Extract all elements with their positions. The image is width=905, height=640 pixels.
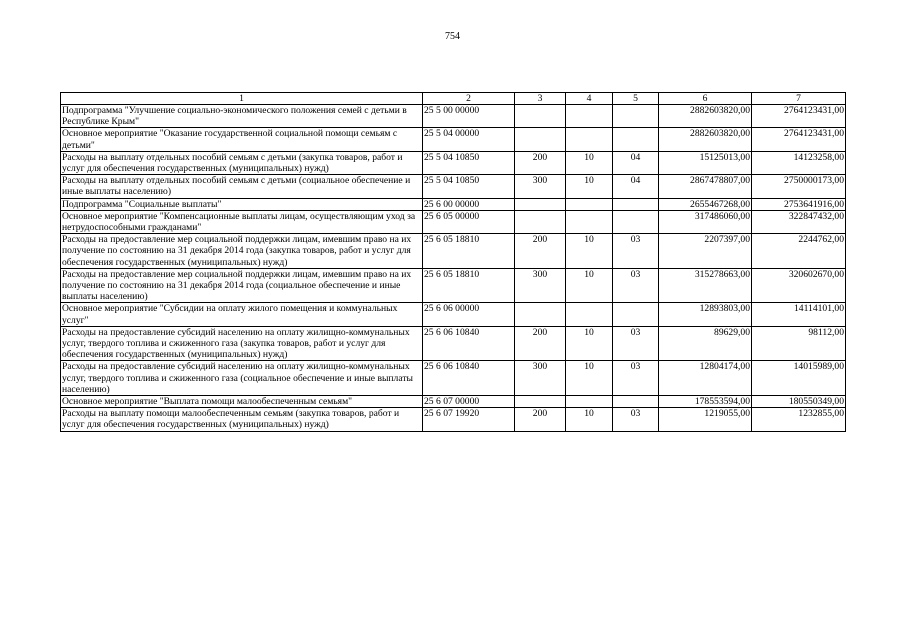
budget-table (60, 92, 846, 432)
section-code (566, 198, 613, 210)
section-code (566, 105, 613, 128)
section-code: 10 (566, 326, 613, 361)
target-article-code: 25 5 04 00000 (423, 128, 515, 151)
expense-type-code: 300 (515, 268, 566, 303)
target-article-code: 25 6 07 19920 (423, 408, 515, 431)
row-description: Основное мероприятие "Оказание государственной социальной помощи семьям с детьми" (61, 128, 423, 151)
subsection-code: 04 (613, 151, 659, 174)
table-row (61, 408, 846, 431)
column-header: 4 (566, 93, 613, 105)
column-header: 2 (423, 93, 515, 105)
amount-column-7: 2764123431,00 (752, 105, 846, 128)
subsection-code: 03 (613, 268, 659, 303)
amount-column-7: 322847432,00 (752, 210, 846, 233)
amount-column-7: 180550349,00 (752, 396, 846, 408)
target-article-code: 25 5 00 00000 (423, 105, 515, 128)
column-header: 1 (61, 93, 423, 105)
target-article-code: 25 5 04 10850 (423, 151, 515, 174)
amount-column-7: 1232855,00 (752, 408, 846, 431)
section-code: 10 (566, 234, 613, 269)
subsection-code: 03 (613, 361, 659, 396)
table-row (61, 105, 846, 128)
amount-column-6: 15125013,00 (659, 151, 752, 174)
row-description: Расходы на выплату отдельных пособий семьям с детьми (социальное обеспечение и иные выплаты населению) (61, 175, 423, 198)
table-row (61, 361, 846, 396)
subsection-code (613, 396, 659, 408)
header-row (61, 93, 846, 105)
table-row (61, 234, 846, 269)
table-row (61, 210, 846, 233)
table-row (61, 175, 846, 198)
subsection-code: 03 (613, 408, 659, 431)
column-header: 7 (752, 93, 846, 105)
expense-type-code: 200 (515, 326, 566, 361)
table-row (61, 396, 846, 408)
amount-column-6: 2867478807,00 (659, 175, 752, 198)
amount-column-6: 1219055,00 (659, 408, 752, 431)
amount-column-7: 14114101,00 (752, 303, 846, 326)
row-description: Расходы на предоставление субсидий населению на оплату жилищно-коммунальных услуг, твердого топлива и сжиженного газа (социальное обеспечение и иные выплаты населению) (61, 361, 423, 396)
target-article-code: 25 6 05 18810 (423, 268, 515, 303)
expense-type-code (515, 396, 566, 408)
row-description: Расходы на выплату помощи малообеспеченным семьям (закупка товаров, работ и услуг для обеспечения государственных (муниципальных) нужд) (61, 408, 423, 431)
expense-type-code: 200 (515, 234, 566, 269)
amount-column-6: 317486060,00 (659, 210, 752, 233)
subsection-code (613, 303, 659, 326)
expense-type-code: 200 (515, 408, 566, 431)
amount-column-6: 2207397,00 (659, 234, 752, 269)
amount-column-7: 14015989,00 (752, 361, 846, 396)
subsection-code: 03 (613, 234, 659, 269)
subsection-code: 03 (613, 326, 659, 361)
section-code: 10 (566, 151, 613, 174)
amount-column-7: 2244762,00 (752, 234, 846, 269)
row-description: Расходы на предоставление мер социальной поддержки лицам, имевшим право на их получение по состоянию на 31 декабря 2014 года (социальное обеспечение и иные выплаты населению) (61, 268, 423, 303)
amount-column-7: 98112,00 (752, 326, 846, 361)
table-row (61, 303, 846, 326)
subsection-code (613, 105, 659, 128)
amount-column-7: 2750000173,00 (752, 175, 846, 198)
target-article-code: 25 6 07 00000 (423, 396, 515, 408)
expense-type-code (515, 105, 566, 128)
expense-type-code (515, 210, 566, 233)
subsection-code: 04 (613, 175, 659, 198)
column-header: 6 (659, 93, 752, 105)
row-description: Расходы на предоставление субсидий населению на оплату жилищно-коммунальных услуг, твердого топлива и сжиженного газа (закупка товаров, работ и услуг для обеспечения государственных (муниципальных) нужд) (61, 326, 423, 361)
amount-column-6: 315278663,00 (659, 268, 752, 303)
subsection-code (613, 198, 659, 210)
row-description: Основное мероприятие "Компенсационные выплаты лицам, осуществляющим уход за нетрудоспособными гражданами" (61, 210, 423, 233)
page-number: 754 (445, 31, 460, 42)
column-header: 5 (613, 93, 659, 105)
target-article-code: 25 6 06 10840 (423, 361, 515, 396)
amount-column-7: 2753641916,00 (752, 198, 846, 210)
section-code (566, 303, 613, 326)
row-description: Подпрограмма "Социальные выплаты" (61, 198, 423, 210)
amount-column-7: 320602670,00 (752, 268, 846, 303)
amount-column-6: 12893803,00 (659, 303, 752, 326)
target-article-code: 25 6 06 10840 (423, 326, 515, 361)
table-row (61, 151, 846, 174)
target-article-code: 25 6 05 18810 (423, 234, 515, 269)
section-code: 10 (566, 408, 613, 431)
row-description: Расходы на предоставление мер социальной поддержки лицам, имевшим право на их получение по состоянию на 31 декабря 2014 года (закупка товаров, работ и услуг для обеспечения государственных (муниципальных) нужд) (61, 234, 423, 269)
amount-column-7: 14123258,00 (752, 151, 846, 174)
row-description: Основное мероприятие "Субсидии на оплату жилого помещения и коммунальных услуг" (61, 303, 423, 326)
table-row (61, 326, 846, 361)
expense-type-code (515, 303, 566, 326)
amount-column-6: 178553594,00 (659, 396, 752, 408)
amount-column-6: 12804174,00 (659, 361, 752, 396)
target-article-code: 25 6 06 00000 (423, 303, 515, 326)
section-code: 10 (566, 361, 613, 396)
expense-type-code (515, 198, 566, 210)
section-code (566, 210, 613, 233)
subsection-code (613, 128, 659, 151)
amount-column-6: 2882603820,00 (659, 128, 752, 151)
section-code (566, 396, 613, 408)
table-row (61, 198, 846, 210)
amount-column-6: 2655467268,00 (659, 198, 752, 210)
expense-type-code: 200 (515, 151, 566, 174)
table-header (61, 93, 846, 105)
table-body (61, 105, 846, 432)
row-description: Основное мероприятие "Выплата помощи малообеспеченным семьям" (61, 396, 423, 408)
row-description: Расходы на выплату отдельных пособий семьям с детьми (закупка товаров, работ и услуг для обеспечения государственных (муниципальных) нужд) (61, 151, 423, 174)
column-header: 3 (515, 93, 566, 105)
amount-column-7: 2764123431,00 (752, 128, 846, 151)
section-code: 10 (566, 268, 613, 303)
target-article-code: 25 6 00 00000 (423, 198, 515, 210)
amount-column-6: 89629,00 (659, 326, 752, 361)
section-code (566, 128, 613, 151)
expense-type-code: 300 (515, 361, 566, 396)
expense-type-code (515, 128, 566, 151)
table-row (61, 128, 846, 151)
table-row (61, 268, 846, 303)
subsection-code (613, 210, 659, 233)
amount-column-6: 2882603820,00 (659, 105, 752, 128)
target-article-code: 25 5 04 10850 (423, 175, 515, 198)
target-article-code: 25 6 05 00000 (423, 210, 515, 233)
expense-type-code: 300 (515, 175, 566, 198)
row-description: Подпрограмма "Улучшение социально-экономического положения семей с детьми в Республике Крым" (61, 105, 423, 128)
section-code: 10 (566, 175, 613, 198)
